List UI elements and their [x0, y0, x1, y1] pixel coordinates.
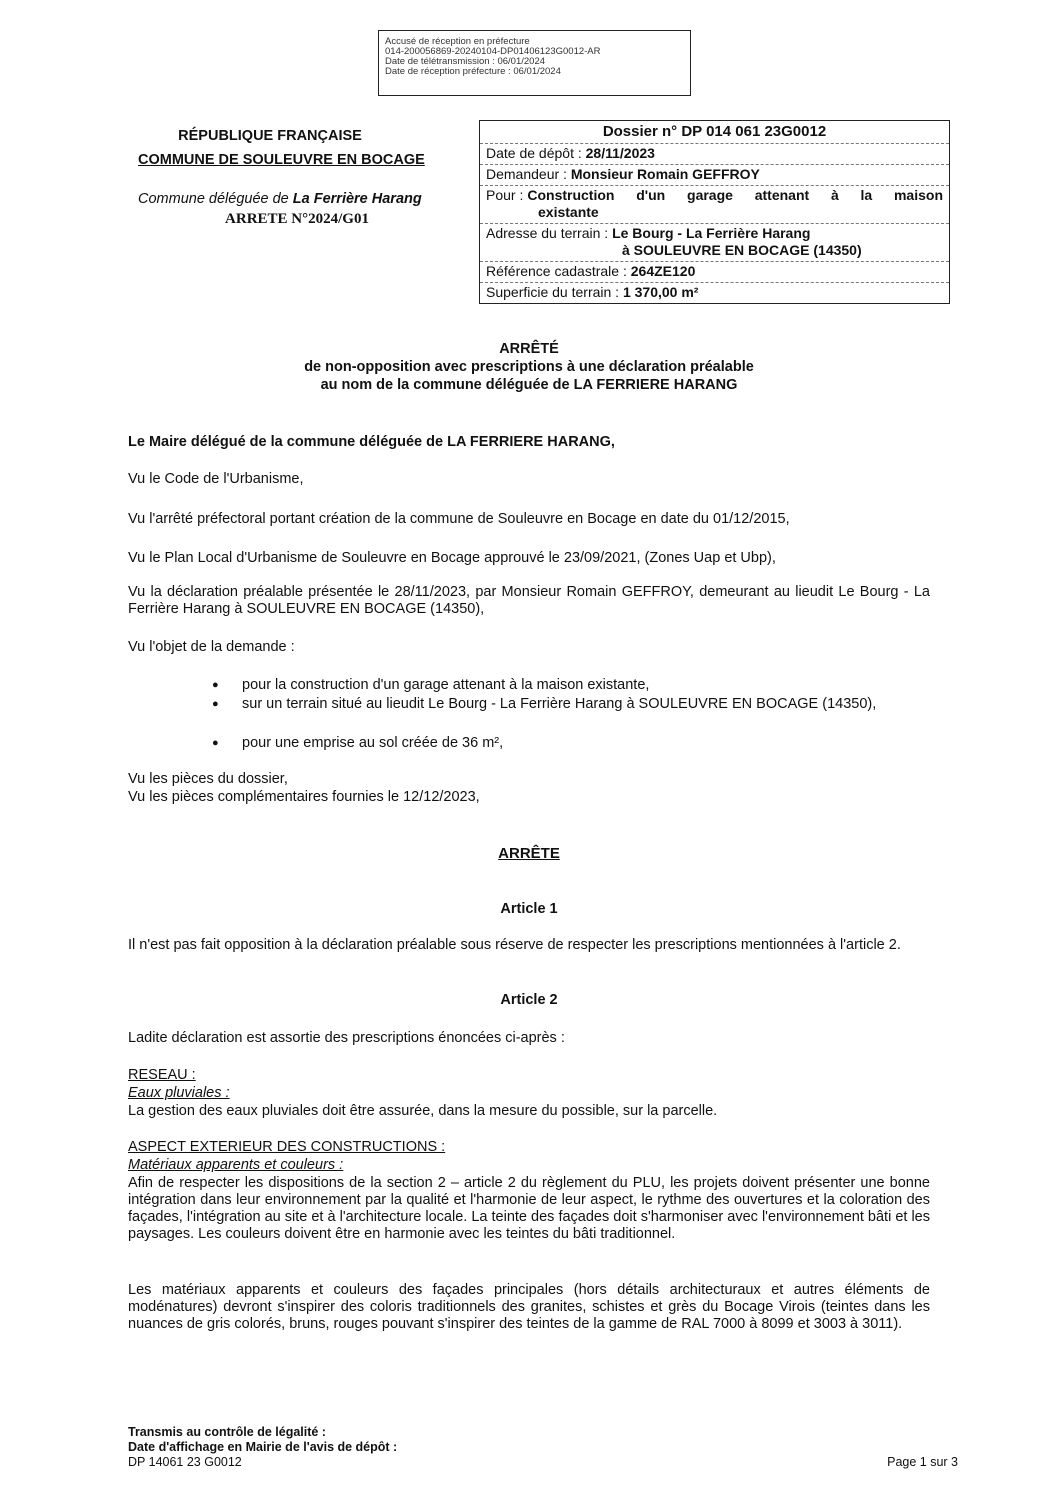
reseau-heading: RESEAU : — [128, 1067, 196, 1083]
stamp-line: 014-200056869-20240104-DP01406123G0012-AR — [385, 46, 601, 57]
list-item — [212, 735, 932, 752]
arrete-number: ARRETE N°2024/G01 — [225, 211, 369, 227]
article-1-text: Il n'est pas fait opposition à la déclaration préalable sous réserve de respecter les prescriptions mentionnées à l'article 2. — [128, 937, 901, 953]
arrete-heading: ARRÊTE — [498, 845, 560, 862]
footer-reference: DP 14061 23 G0012 — [128, 1455, 242, 1469]
date-value: 28/11/2023 — [585, 145, 655, 161]
eaux-pluviales-text: La gestion des eaux pluviales doit être assurée, dans la mesure du possible, sur la parcelle. — [128, 1103, 718, 1119]
pour-value-continued: existante — [538, 204, 599, 220]
vu-code-urbanisme: Vu le Code de l'Urbanisme, — [128, 471, 304, 487]
demandeur-value: Monsieur Romain GEFFROY — [570, 166, 760, 182]
commune-deleguee — [138, 191, 422, 207]
stamp-line: Date de réception préfecture : 06/01/2024 — [385, 66, 561, 77]
superficie-value: 1 370,00 m² — [622, 284, 699, 300]
footer-affichage: Date d'affichage en Mairie de l'avis de dépôt : — [128, 1440, 398, 1454]
pour-value: Construction d'un garage attenant à la maison — [527, 187, 943, 203]
vu-pieces-complementaires: Vu les pièces complémentaires fournies le 12/12/2023, — [128, 789, 480, 805]
adresse-value-continued: à SOULEUVRE EN BOCAGE (14350) — [622, 242, 862, 258]
bullet-text: pour une emprise au sol créée de 36 m², — [242, 735, 504, 751]
dossier-number: Dossier n° DP 014 061 23G0012 — [480, 121, 949, 144]
dossier-ref-row — [480, 262, 949, 283]
demandeur-label: Demandeur : — [486, 166, 571, 182]
article-1-title: Article 1 — [500, 901, 558, 917]
bullet-text: pour la construction d'un garage attenant à la maison existante, — [242, 677, 650, 693]
dossier-date-row — [480, 144, 949, 165]
title-line: au nom de la commune déléguée de LA FERRIERE HARANG — [320, 377, 738, 393]
maire-intro: Le Maire délégué de la commune déléguée de LA FERRIERE HARANG, — [128, 434, 615, 450]
materiaux-text-2: Les matériaux apparents et couleurs des façades principales (hors détails architecturaux et autres éléments de modénatures) devront s'inspirer des coloris traditionnels des granites, schistes et grès du Bocage Virois (teintes dans les nuances de gris colorés, bruns, rouges pouvant s'inspirer des teintes de la gamme de RAL 7000 à 8099 et 3003 à 3011). — [128, 1282, 930, 1332]
adresse-label: Adresse du terrain : — [486, 225, 613, 241]
eaux-pluviales-heading: Eaux pluviales : — [128, 1085, 230, 1101]
footer-transmis: Transmis au contrôle de légalité : — [128, 1425, 326, 1439]
dossier-superficie-row — [480, 283, 949, 303]
ref-label: Référence cadastrale : — [486, 263, 631, 279]
bullet-text: sur un terrain situé au lieudit Le Bourg - La Ferrière Harang à SOULEUVRE EN BOCAGE (14350), — [242, 696, 877, 712]
footer — [128, 1425, 397, 1470]
vu-pieces: Vu les pièces du dossier, — [128, 771, 288, 787]
bullet-icon: ● — [212, 698, 219, 710]
bullet-icon: ● — [212, 737, 219, 749]
republic-heading: RÉPUBLIQUE FRANÇAISE — [178, 128, 362, 144]
date-label: Date de dépôt : — [486, 145, 586, 161]
stamp-line: Accusé de réception en préfecture — [385, 36, 530, 47]
deleguee-prefix: Commune déléguée de — [138, 191, 293, 207]
materiaux-text-1: Afin de respecter les dispositions de la section 2 – article 2 du règlement du PLU, les projets doivent présenter une bonne intégration dans leur environnement par la qualité et l'harmonie de leur aspect, le rythme des ouvertures et la coloration des façades, l'intégration au site et à l'architecture locale. La teinte des façades doit s'harmoniser avec l'environnement bâti et les paysages. Les couleurs doivent être en harmonie avec les teintes du bâti traditionnel. — [128, 1175, 930, 1242]
bullet-icon: ● — [212, 679, 219, 691]
vu-plu: Vu le Plan Local d'Urbanisme de Souleuvre en Bocage approuvé le 23/09/2021, (Zones Uap et Ubp), — [128, 550, 776, 566]
superficie-label: Superficie du terrain : — [486, 284, 623, 300]
adresse-value: Le Bourg - La Ferrière Harang — [612, 225, 811, 241]
page-number: Page 1 sur 3 — [887, 1455, 958, 1469]
aspect-heading: ASPECT EXTERIEUR DES CONSTRUCTIONS : — [128, 1139, 446, 1155]
vu-declaration: Vu la déclaration préalable présentée le 28/11/2023, par Monsieur Romain GEFFROY, demeurant au lieudit Le Bourg - La Ferrière Harang à SOULEUVRE EN BOCAGE (14350), — [128, 584, 930, 617]
article-2-intro: Ladite déclaration est assortie des prescriptions énoncées ci-après : — [128, 1030, 565, 1046]
dossier-box — [479, 120, 950, 304]
materiaux-heading: Matériaux apparents et couleurs : — [128, 1157, 344, 1173]
commune-heading: COMMUNE DE SOULEUVRE EN BOCAGE — [138, 152, 425, 168]
stamp-line: Date de télétransmission : 06/01/2024 — [385, 56, 546, 67]
article-2-title: Article 2 — [500, 992, 558, 1008]
reception-stamp — [378, 30, 691, 96]
deleguee-name: La Ferrière Harang — [292, 191, 422, 207]
dossier-demandeur-row — [480, 165, 949, 186]
title-line: ARRÊTÉ — [499, 341, 559, 357]
pour-label: Pour : — [486, 187, 524, 203]
title-line: de non-opposition avec prescriptions à une déclaration préalable — [304, 359, 754, 375]
document-title — [128, 340, 930, 394]
dossier-pour-row — [480, 186, 949, 224]
list-item — [212, 677, 932, 694]
vu-objet: Vu l'objet de la demande : — [128, 639, 295, 655]
vu-arrete-prefectoral: Vu l'arrêté préfectoral portant création de la commune de Souleuvre en Bocage en date du 01/12/2015, — [128, 511, 790, 527]
list-item — [212, 696, 932, 730]
dossier-adresse-row — [480, 224, 949, 262]
ref-value: 264ZE120 — [630, 263, 696, 279]
